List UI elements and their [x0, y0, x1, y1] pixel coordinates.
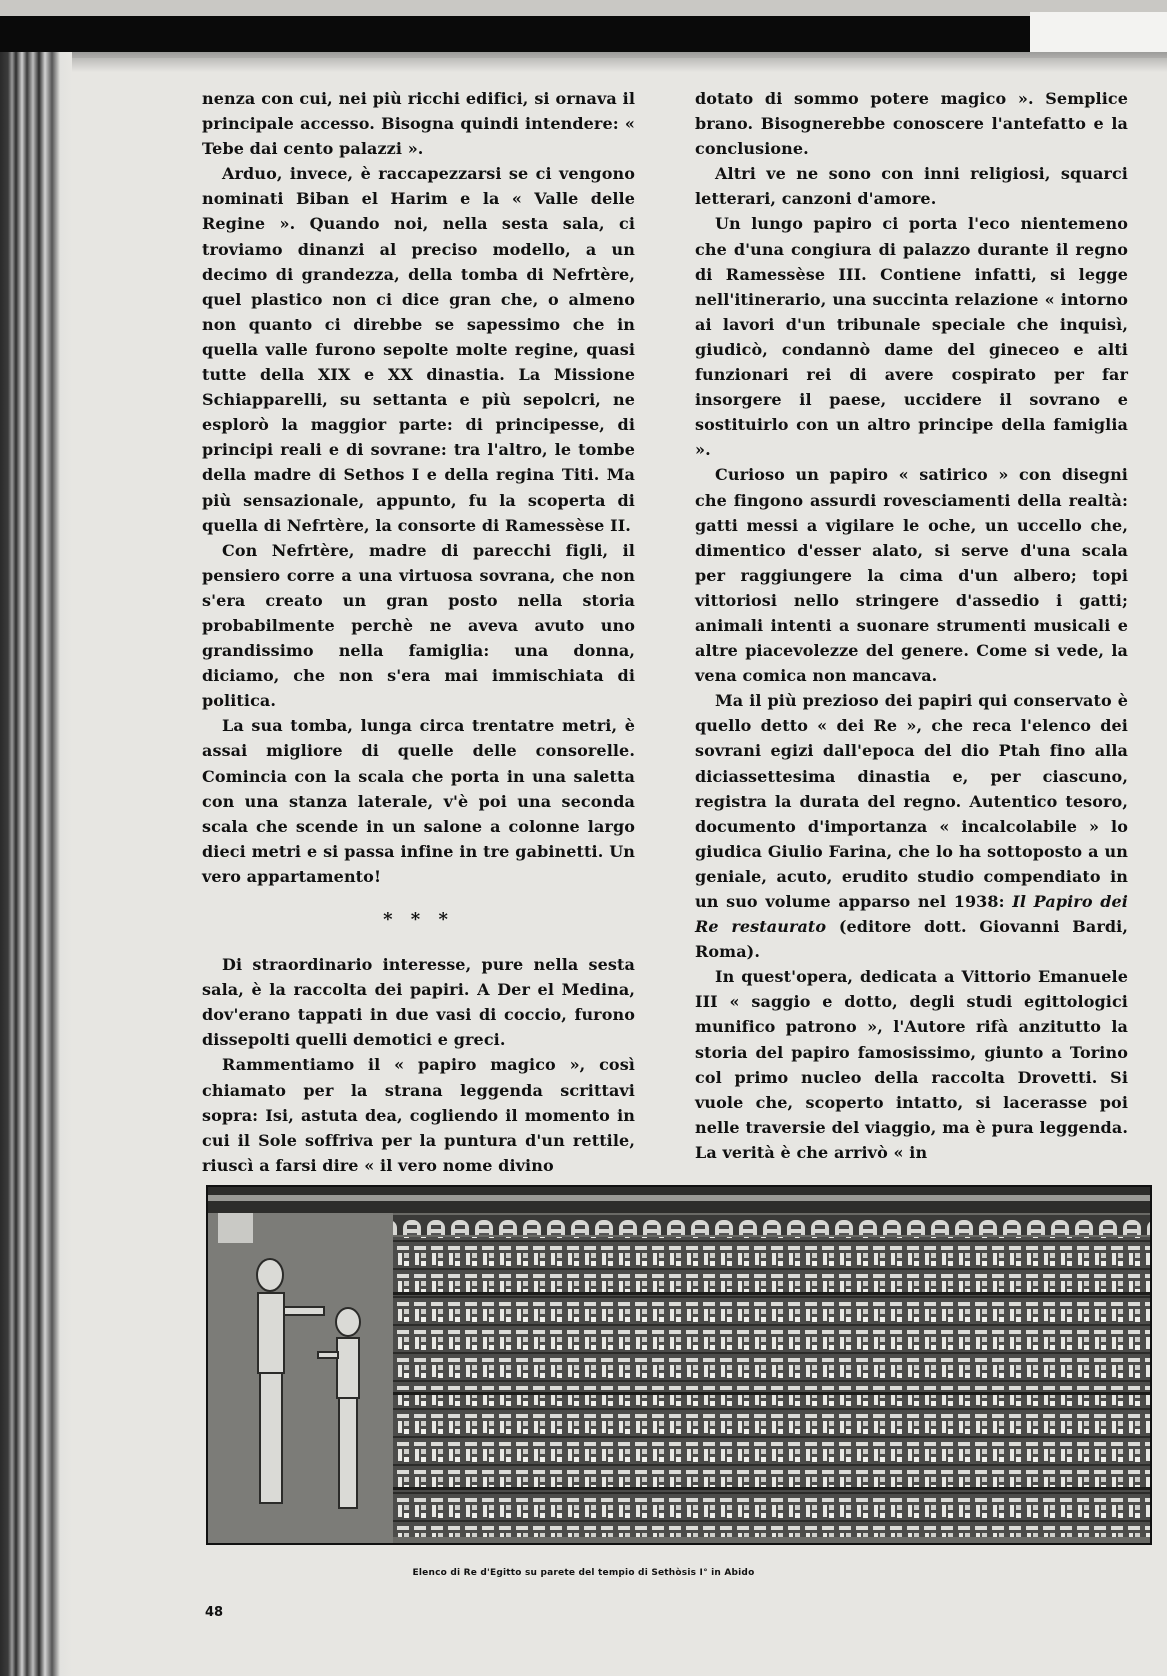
paragraph-papiro-re	[695, 688, 1128, 964]
book-title: Il Papiro dei Re restaurato	[695, 892, 1128, 937]
paragraph: Rammentiamo il « papiro magico », così chiamato per la strana leggenda scrittavi sopra: Isi, astuta dea, cogliendo il momento in cui il Sole soffriva per la puntura d'un rettile, riuscì a farsi dire « il vero nome divino	[202, 1055, 635, 1175]
scan-top-border	[0, 16, 1040, 52]
paragraph: nenza con cui, nei più ricchi edifici, si ornava il principale accesso. Bisogna quindi intendere: « Tebe dai cento palazzi ».	[202, 89, 635, 159]
text-run: (editore dott. Giovanni Bardi, Roma).	[695, 917, 1128, 962]
hieroglyph-relief-illustration	[208, 1187, 1150, 1543]
scan-top-margin	[1030, 12, 1167, 52]
page-shadow	[72, 52, 1167, 72]
section-separator: * * *	[383, 909, 454, 930]
page-number: 48	[205, 1605, 224, 1620]
paragraph: Un lungo papiro ci porta l'eco nientemeno che d'una congiura di palazzo durante il regno di Ramessèse III. Contiene infatti, si legge nell'itinerario, una succinta relazione « intorno ai lavori d'un tribunale speciale che inquisì, giudicò, condannò dame del gineceo e alti funzionari rei di avere cospirato per far insorgere il paese, uccidere il sovrano e sostituirlo con un altro principe della famiglia ».	[695, 214, 1128, 460]
text-run: Ma il più prezioso dei papiri qui conservato è quello detto « dei Re », che reca l'elenco dei sovrani egizi dall'epoca del dio Ptah fino alla diciassettesima dinastia e, per ciascuno, registra la durata del regno. Autentico tesoro, documento d'importanza « incalcolabile » lo giudica Giulio Farina, che lo ha sottoposto a un geniale, acuto, erudito studio compendiato in un suo volume apparso nel 1938:	[695, 691, 1128, 911]
paragraph: Arduo, invece, è raccapezzarsi se ci vengono nominati Biban el Harim e la « Valle delle Regine ». Quando noi, nella sesta sala, ci troviamo dinanzi al preciso modello, a un decimo di grandezza, della tomba di Nefrtère, quel plastico non ci dice gran che, o almeno non quanto ci direbbe se sapessimo che in quella valle furono sepolte molte regine, quasi tutte della XIX e XX dinastia. La Missione Schiapparelli, su settanta e più sepolcri, ne esplorò la maggior parte: di principesse, di principi reali e di sovrane: tra l'altro, le tombe della madre di Sethos I e della regina Titi. Ma più sensazionale, appunto, fu la scoperta di quella di Nefrtère, la consorte di Ramessèse II.	[202, 164, 635, 535]
book-binding-edge	[0, 52, 72, 1676]
papyrus-photo	[206, 1185, 1152, 1545]
paragraph: Con Nefrtère, madre di parecchi figli, il pensiero corre a una virtuosa sovrana, che non s'era creato un gran posto nella storia probabilmente perchè ne aveva avuto uno grandissimo nella famiglia: una donna, diciamo, che non s'era mai immischiata di politica.	[202, 540, 635, 711]
figure-caption: Elenco di Re d'Egitto su parete del tempio di Sethòsis I° in Abido	[412, 1568, 755, 1578]
paragraph: dotato di sommo potere magico ». Semplice brano. Bisognerebbe conoscere l'antefatto e la conclusione.	[695, 89, 1128, 159]
paragraph: Di straordinario interesse, pure nella sesta sala, è la raccolta dei papiri. A Der el Medina, dov'erano tappati in due vasi di coccio, furono dissepolti quelli demotici e greci.	[202, 955, 635, 1050]
paragraph: La sua tomba, lunga circa trentatre metri, è assai migliore di quelle delle consorelle. Comincia con la scala che porta in una saletta con una stanza laterale, v'è poi una seconda scala che scende in un salone a colonne largo dieci metri e si passa infine in tre gabinetti. Un vero appartamento!	[202, 716, 635, 886]
right-column	[695, 86, 1128, 1165]
paragraph: Altri ve ne sono con inni religiosi, squarci letterari, canzoni d'amore.	[695, 164, 1128, 209]
paragraph: Curioso un papiro « satirico » con disegni che fingono assurdi rovesciamenti della realtà: gatti messi a vigilare le oche, un uccello che, dimentico d'esser alato, si serve d'una scala per raggiungere la cima d'un albero; topi vittoriosi nello stringere d'assedio i gatti; animali intenti a suonare strumenti musicali e altre piacevolezze del genere. Come si vede, la vena comica non mancava.	[695, 465, 1128, 686]
left-column	[202, 86, 635, 1178]
paragraph: In quest'opera, dedicata a Vittorio Emanuele III « saggio e dotto, degli studi egittologici munifico patrono », l'Autore rifà anzitutto la storia del papiro famosissimo, giunto a Torino col primo nucleo della raccolta Drovetti. Si vuole che, scoperto intatto, si lacerasse poi nelle traversie del viaggio, ma è pura leggenda. La verità è che arrivò « in	[695, 967, 1128, 1162]
